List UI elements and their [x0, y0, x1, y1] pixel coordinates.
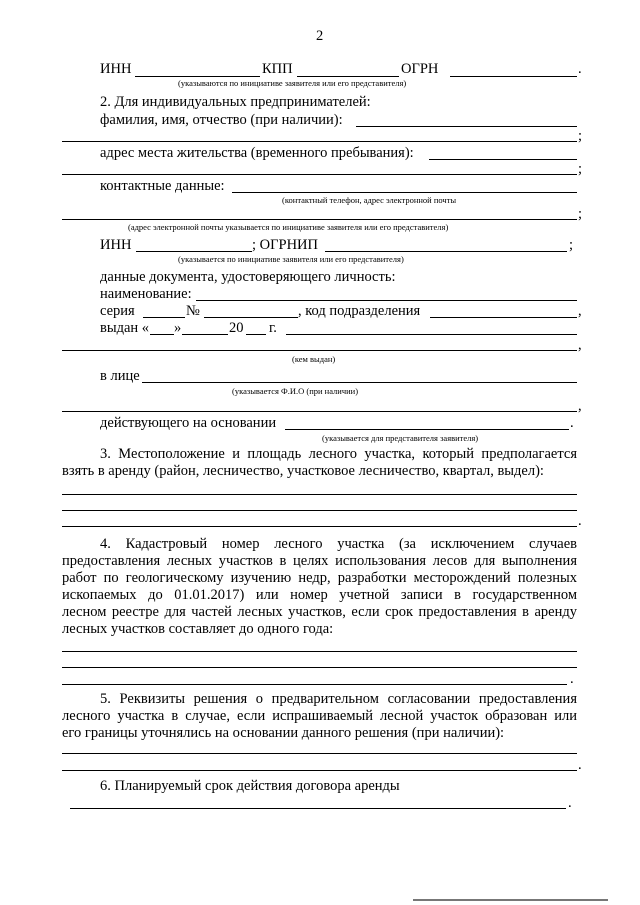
comma: ,: [578, 303, 582, 319]
series-label: серия: [100, 303, 135, 319]
inn-field[interactable]: [135, 76, 260, 77]
section4-field-2[interactable]: [62, 667, 577, 668]
fio-field[interactable]: [356, 126, 577, 127]
comma: ,: [578, 398, 582, 414]
issued-year-suffix: г.: [269, 320, 277, 336]
issued-by-field-cont[interactable]: [62, 350, 577, 351]
fio-label: фамилия, имя, отчество (при наличии):: [100, 112, 343, 128]
number-field[interactable]: [204, 317, 298, 318]
in-person-label: в лице: [100, 368, 140, 384]
address-field-cont[interactable]: [62, 174, 577, 175]
doc-data-label: данные документа, удостоверяющего личность:: [100, 269, 396, 285]
issued-by-note: (кем выдан): [292, 354, 336, 364]
section3-line2: взять в аренду (район, лесничество, участковое лесничество, квартал, выдел):: [62, 463, 544, 479]
issued-month-field[interactable]: [182, 334, 228, 335]
period: .: [570, 415, 574, 431]
period: .: [568, 795, 572, 811]
in-person-field-cont[interactable]: [62, 411, 577, 412]
kpp-label: КПП: [262, 61, 293, 77]
section4-line6: лесных участков составляет до одного года:: [62, 621, 334, 637]
contacts-note: (контактный телефон, адрес электронной почты: [282, 195, 457, 205]
semicolon: ;: [578, 128, 583, 144]
issued-year-field[interactable]: [246, 334, 266, 335]
division-code-label: , код подразделения: [298, 303, 421, 319]
semicolon: ;: [578, 206, 583, 222]
scan-mark: [413, 899, 608, 901]
section5-line1: 5. Реквизиты решения о предварительном согласовании предоставления: [100, 691, 577, 707]
section5-field-2[interactable]: [62, 770, 577, 771]
ogrn-field[interactable]: [450, 76, 577, 77]
ogrnip-label: ; ОГРНИП: [252, 237, 318, 253]
period: .: [578, 513, 582, 529]
issued-label: выдан «: [100, 320, 150, 336]
doc-name-label: наименование:: [100, 286, 192, 302]
section5-line3: его границы уточнялись на основании данного решения (при наличии):: [62, 725, 505, 741]
section4-line4: ископаемых до 01.01.2017) или номер учетной записи в государственном: [62, 587, 577, 603]
ogrnip-field[interactable]: [325, 251, 567, 252]
section3-field-3[interactable]: [62, 526, 577, 527]
issued-year-prefix: 20: [229, 320, 244, 336]
period: .: [578, 757, 582, 773]
address-field[interactable]: [429, 159, 577, 160]
semicolon: ;: [569, 237, 574, 253]
period: .: [578, 61, 582, 77]
section4-field-3[interactable]: [62, 684, 567, 685]
doc-name-field[interactable]: [196, 300, 577, 301]
contacts-label: контактные данные:: [100, 178, 225, 194]
comma: ,: [578, 337, 582, 353]
section4-line5: лесном реестре для частей лесных участков, если срок предоставления в аренду: [62, 604, 577, 620]
issued-by-field[interactable]: [286, 334, 577, 335]
acting-note: (указывается для представителя заявителя): [322, 433, 479, 443]
section2-title: 2. Для индивидуальных предпринимателей:: [100, 94, 371, 110]
email-field[interactable]: [62, 219, 577, 220]
number-label: №: [186, 303, 200, 319]
email-note: (адрес электронной почты указывается по инициативе заявителя или его представителя): [128, 222, 449, 232]
division-code-field[interactable]: [430, 317, 577, 318]
ogrn-label: ОГРН: [401, 61, 439, 77]
section3-field-1[interactable]: [62, 494, 577, 495]
inn-label: ИНН: [100, 61, 132, 77]
issued-day-field[interactable]: [150, 334, 174, 335]
section4-line3: работ по геологическому изучению недр, разработки месторождений полезных: [62, 570, 577, 586]
section6-title: 6. Планируемый срок действия договора аренды: [100, 778, 400, 794]
acting-basis-label: действующего на основании: [100, 415, 277, 431]
semicolon: ;: [578, 161, 583, 177]
section5-field-1[interactable]: [62, 753, 577, 754]
section3-line1: 3. Местоположение и площадь лесного участка, который предполагается: [100, 446, 577, 462]
section3-field-2[interactable]: [62, 510, 577, 511]
kpp-field[interactable]: [297, 76, 399, 77]
section4-line2: предоставления лесных участков в целях использования лесов для выполнения: [62, 553, 577, 569]
period: .: [570, 671, 574, 687]
ip-inn-field[interactable]: [136, 251, 252, 252]
ip-inn-label: ИНН: [100, 237, 132, 253]
section5-line2: лесного участка в случае, если испрашиваемый лесной участок образован или: [62, 708, 577, 724]
page-number: 2: [316, 28, 324, 44]
contacts-field[interactable]: [232, 192, 577, 193]
series-field[interactable]: [143, 317, 185, 318]
inn-note: (указываются по инициативе заявителя или его представителя): [178, 78, 407, 88]
fio-note: (указывается Ф.И.О (при наличии): [232, 386, 359, 396]
issued-mid: »: [174, 320, 182, 336]
acting-basis-field[interactable]: [285, 429, 569, 430]
section4-field-1[interactable]: [62, 651, 577, 652]
fio-field-cont[interactable]: [62, 141, 577, 142]
section4-line1: 4. Кадастровый номер лесного участка (за исключением случаев: [100, 536, 577, 552]
section6-field[interactable]: [70, 808, 566, 809]
in-person-field[interactable]: [142, 382, 577, 383]
inn-note-2: (указывается по инициативе заявителя или его представителя): [178, 254, 404, 264]
address-label: адрес места жительства (временного пребывания):: [100, 145, 414, 161]
